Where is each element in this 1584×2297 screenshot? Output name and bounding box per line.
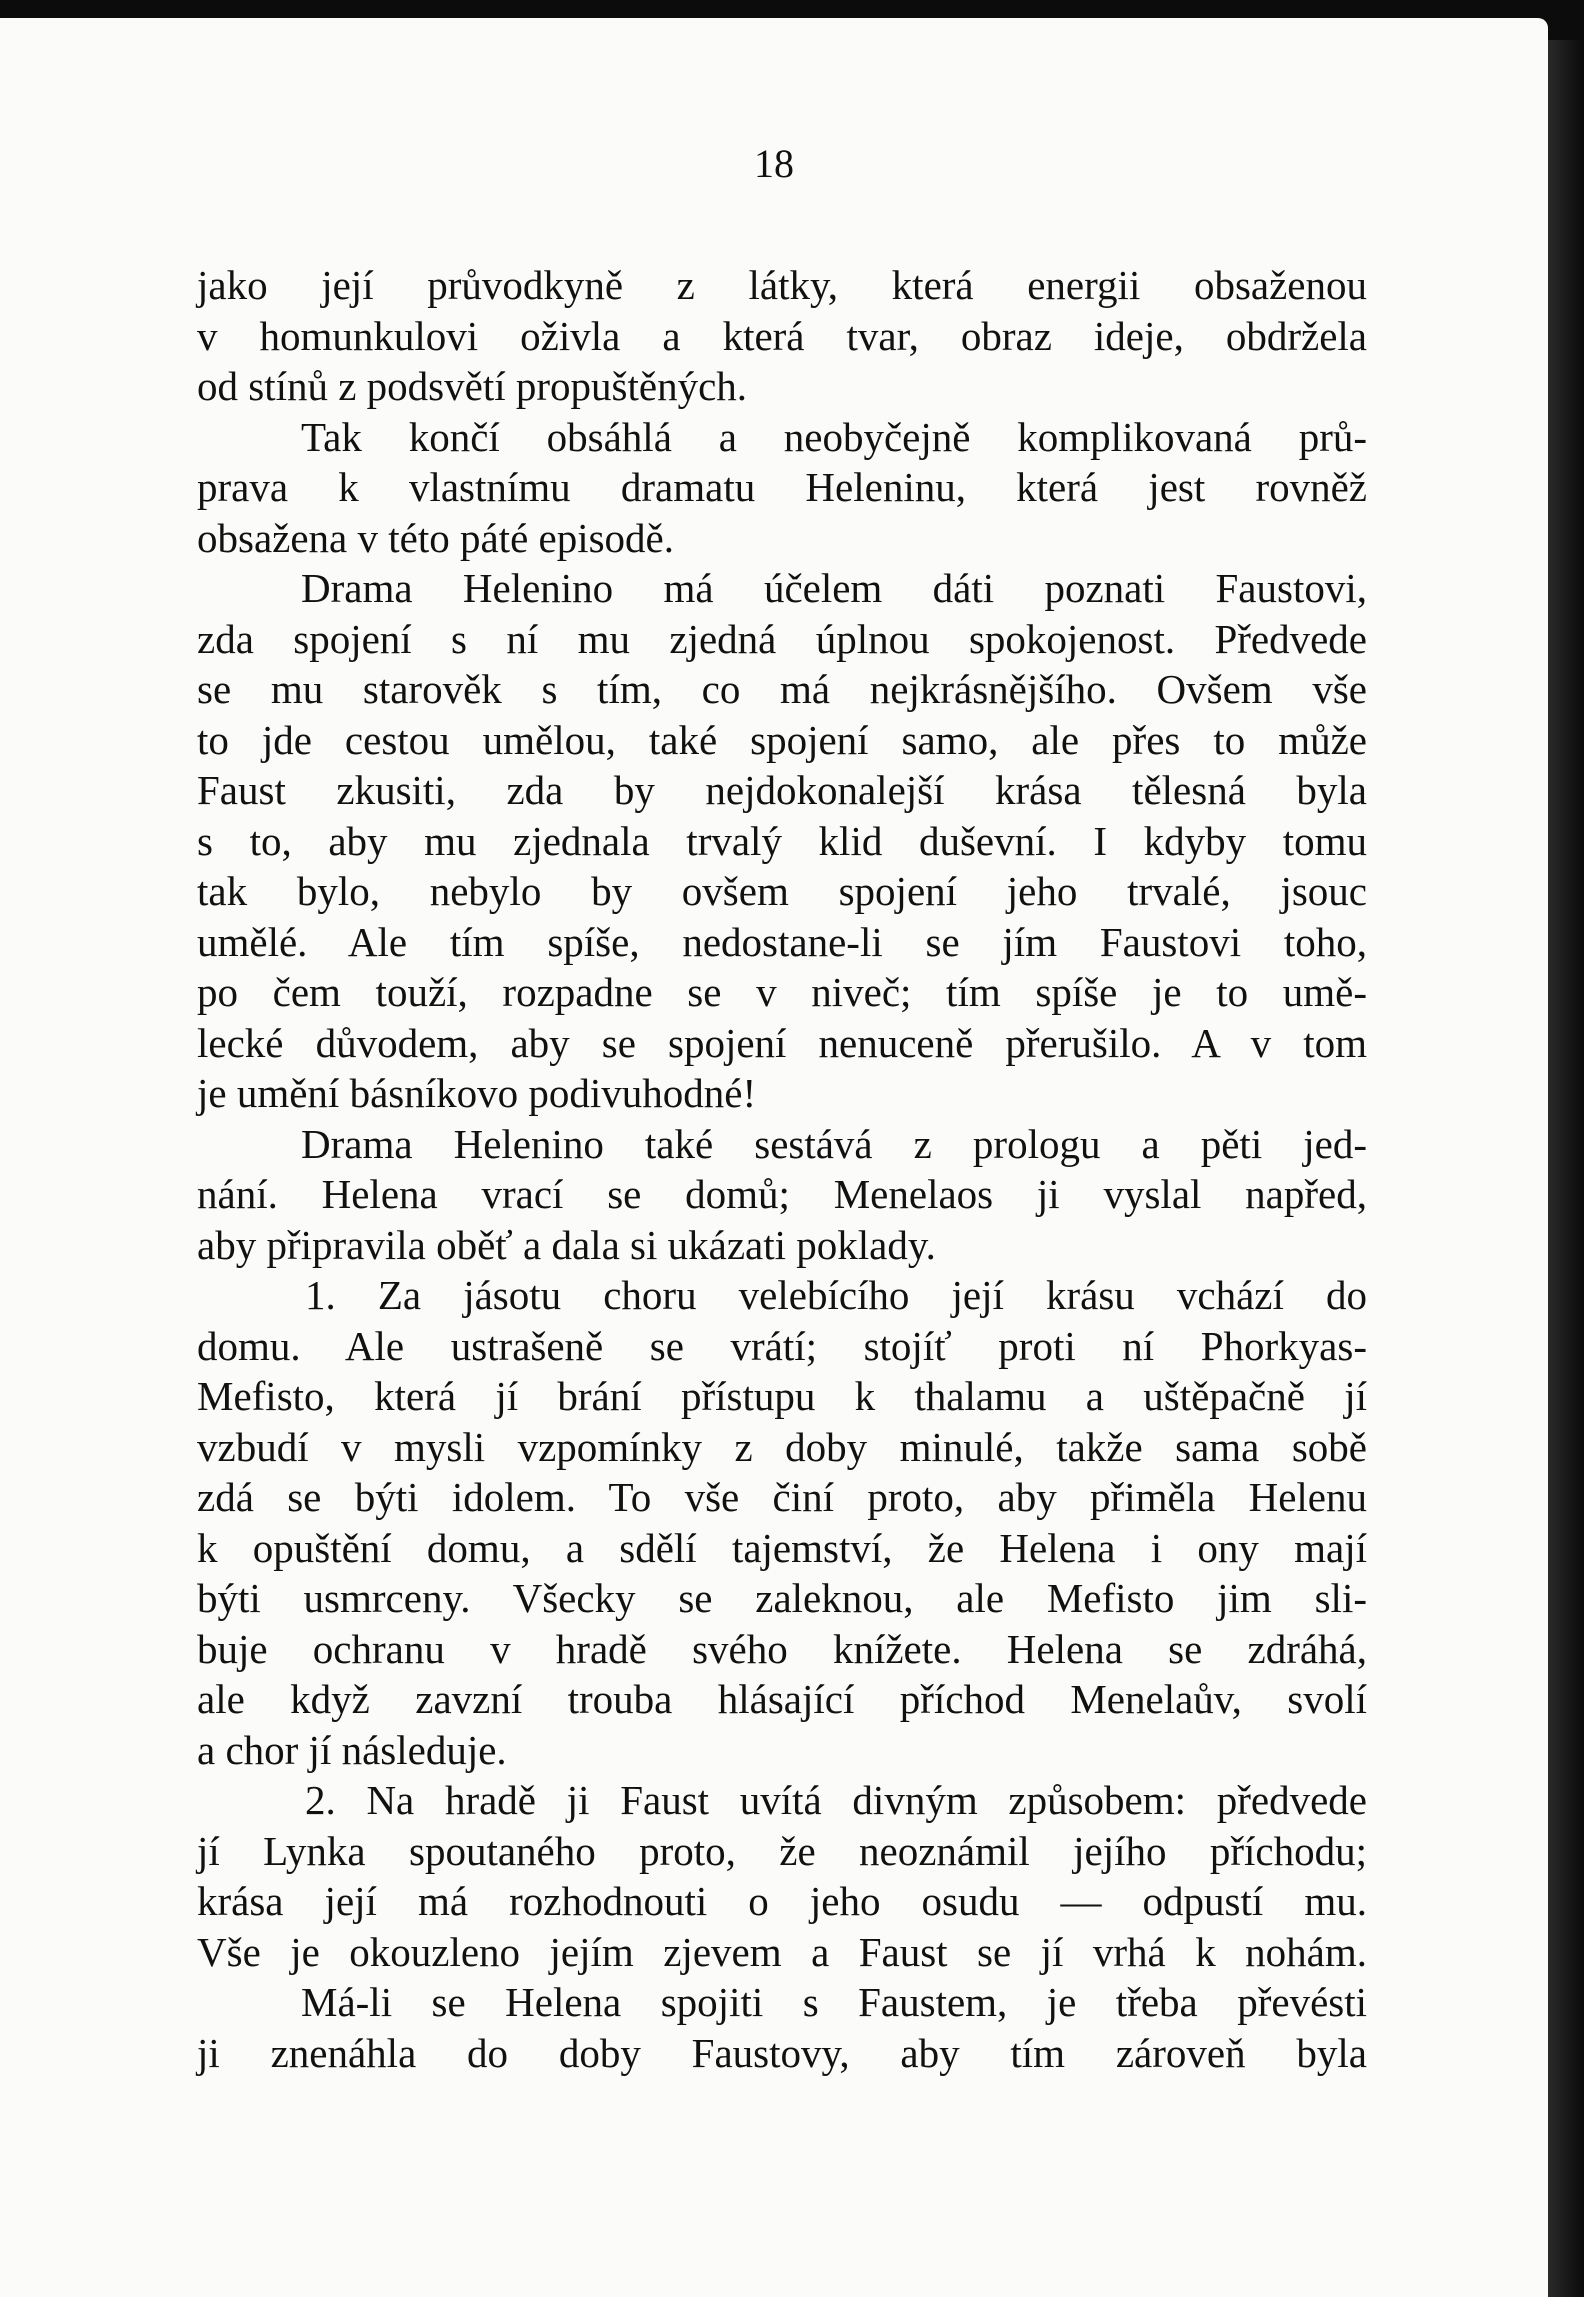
text-line: ji znenáhla do doby Faustovy, aby tím zároveň byla (197, 2029, 1367, 2076)
text-line: prava k vlastnímu dramatu Heleninu, která jest rovněž (197, 464, 1367, 510)
text-line: je umění básníkovo podivuhodné! (197, 1070, 757, 1116)
text-line: k opuštění domu, a sdělí tajemství, že Helena i ony mají (197, 1524, 1367, 1571)
text-line: Faust zkusiti, zda by nejdokonalejší krása tělesná byla (197, 767, 1367, 813)
text-line: tak bylo, nebylo by ovšem spojení jeho trvalé, jsouc (197, 868, 1367, 914)
text-line: Drama Helenino má účelem dáti poznati Faustovi, (301, 565, 1367, 611)
text-line: obsažena v této páté episodě. (197, 514, 675, 561)
text-line: lecké důvodem, aby se spojení nenuceně přerušilo. A v tom (197, 1019, 1367, 1066)
text-line: jako její průvodkyně z látky, která energii obsaženou (197, 262, 1367, 308)
text-line: ale když zavzní trouba hlásající příchod Menelaův, svolí (197, 1676, 1367, 1722)
text-line: domu. Ale ustrašeně se vrátí; stojíť proti ní Phorkyas- (197, 1322, 1367, 1369)
text-line: nání. Helena vrací se domů; Menelaos ji vyslal napřed, (197, 1171, 1367, 1217)
text-line: zdá se býti idolem. To vše činí proto, aby přiměla Helenu (197, 1474, 1367, 1520)
text-line: to jde cestou umělou, také spojení samo, ale přes to může (197, 716, 1367, 763)
page-number: 18 (754, 141, 794, 186)
text-line: aby připravila oběť a dala si ukázati poklady. (197, 1221, 936, 1268)
text-line: v homunkulovi oživla a která tvar, obraz ideje, obdržela (197, 312, 1367, 359)
text-line: po čem touží, rozpadne se v niveč; tím spíše je to umě- (197, 969, 1367, 1015)
text-line: Má-li se Helena spojiti s Faustem, je třeba převésti (301, 1979, 1367, 2025)
text-line: Tak končí obsáhlá a neobyčejně komplikovaná prů- (301, 413, 1367, 460)
text-line: 1. Za jásotu choru velebícího její krásu vchází do (305, 1272, 1367, 1318)
text-line: Drama Helenino také sestává z prologu a pěti jed- (301, 1120, 1367, 1167)
text-line: od stínů z podsvětí propuštěných. (197, 363, 748, 409)
text-line: Vše je okouzleno jejím zjevem a Faust se jí vrhá k nohám. (197, 1928, 1367, 1975)
text-line: jí Lynka spoutaného proto, že neoznámil jejího příchodu; (197, 1827, 1367, 1874)
text-line: Mefisto, která jí brání přístupu k thalamu a uštěpačně jí (197, 1373, 1367, 1419)
text-line: zda spojení s ní mu zjedná úplnou spokojenost. Předvede (197, 615, 1367, 662)
text-line: a chor jí následuje. (197, 1726, 507, 1773)
text-line: krása její má rozhodnouti o jeho osudu — odpustí mu. (197, 1878, 1367, 1924)
text-line: býti usmrceny. Všecky se zaleknou, ale Mefisto jim sli- (197, 1575, 1367, 1621)
text-line: vzbudí v mysli vzpomínky z doby minulé, takže sama sobě (197, 1423, 1367, 1470)
body-text (197, 260, 1367, 2078)
text-line: 2. Na hradě ji Faust uvítá divným způsobem: předvede (305, 1777, 1367, 1823)
page-edge-shadow (1548, 40, 1584, 2297)
text-line: buje ochranu v hradě svého knížete. Helena se zdráhá, (197, 1625, 1367, 1672)
text-line: s to, aby mu zjednala trvalý klid duševní. I kdyby tomu (197, 817, 1367, 864)
text-line: umělé. Ale tím spíše, nedostane-li se jím Faustovi toho, (197, 918, 1367, 965)
book-page (0, 18, 1548, 2297)
text-line: se mu starověk s tím, co má nejkrásnějšího. Ovšem vše (197, 666, 1367, 712)
